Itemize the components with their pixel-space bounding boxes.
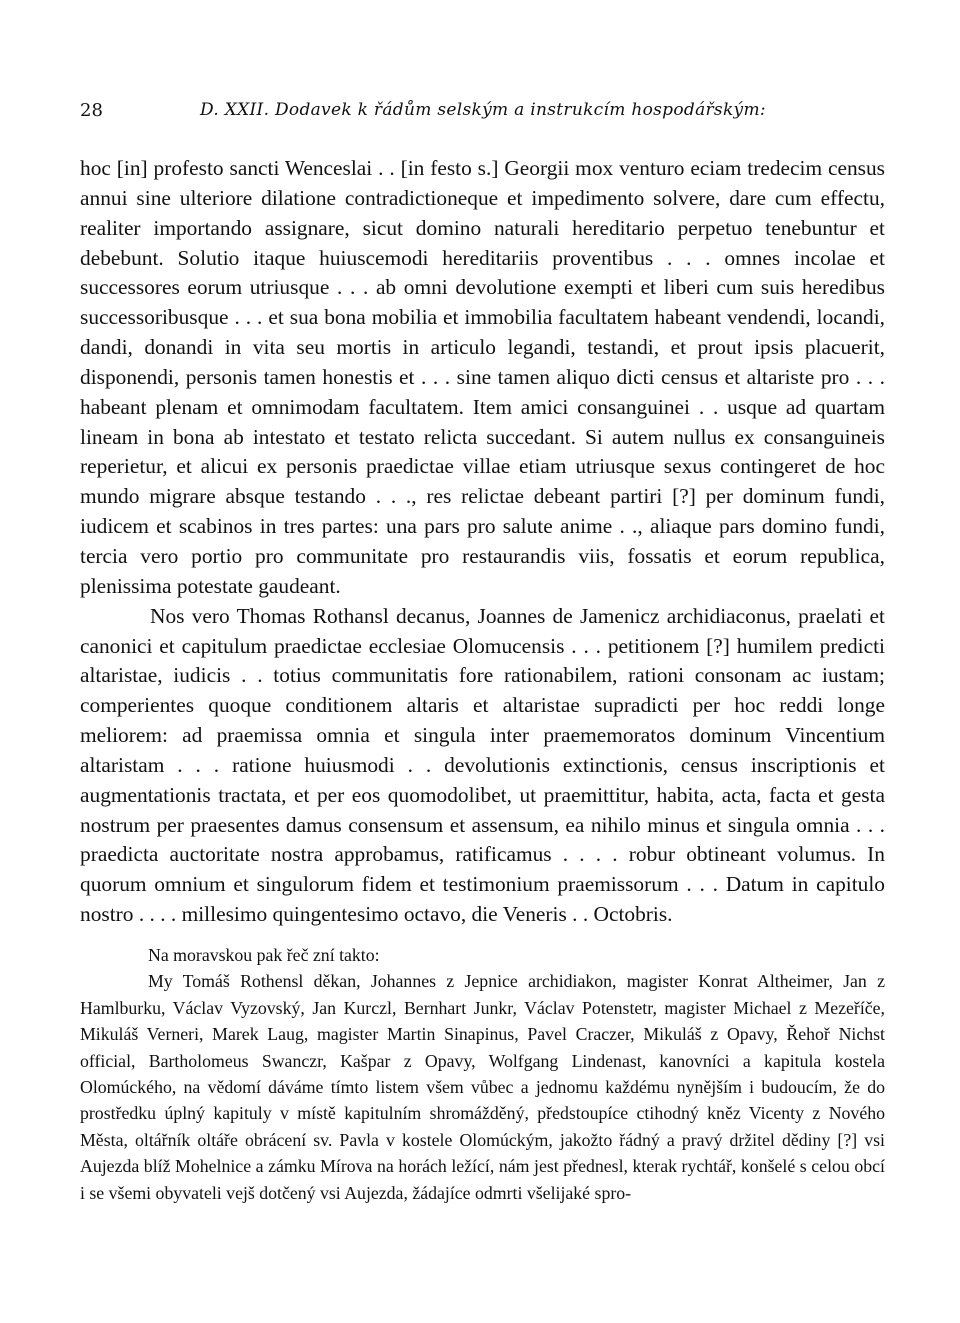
running-title: D. XXII. Dodavek k řádům selským a instrukcím hospodářským: [200,100,766,120]
running-header [80,100,885,130]
latin-paragraph: Nos vero Thomas Rothansl decanus, Joannes de Jamenicz archidiaconus, praelati et canonici et capitulum praedictae ecclesiae Olomucensis . . . petitionem [?] humilem predicti altaristae, iudicis . . totius communitatis fore rationabilem, rationi consonam ac iustam; comperientes quoque conditionem altaris et altaristae supradicti per hoc reddi longe meliorem: ad praemissa omnia et singula inter praememoratos dominum Vincentium altaristam . . . ratione huiusmodi . . devolutionis extinctionis, census inscriptionis et augmentationis tractata, et per eos quomodolibet, ut praemittitur, habita, acta, facta et gesta nostrum per praesentes damus consensum et assensum, ea nihilo minus et singula omnia . . . praedicta auctoritate nostra approbamus, ratificamus . . . . robur obtineant volumus. In quorum omnium et singulorum fidem et testimonium praemissorum . . . Datum in capitulo nostro . . . . millesimo quingentesimo octavo, die Veneris . . Octobris. [80,603,885,927]
document-page [80,100,885,1206]
page-number: 28 [80,100,103,121]
czech-text-section [80,942,885,1206]
czech-intro-line: Na moravskou pak řeč zní takto: [148,944,380,965]
latin-text-section [80,154,885,930]
latin-paragraph: hoc [in] profesto sancti Wenceslai . . [in festo s.] Georgii mox venturo eciam tredecim census annui sine ulteriore dilatione contradictioneque et impedimento solvere, dare cum effectu, realiter importando assignare, sicut domino naturali hereditario perpetuo tenebuntur et debebunt. Solutio itaque huiuscemodi hereditariis proventibus . . . omnes incolae et successores eorum utriusque . . . ab omni devolutione exempti et liberi cum suis heredibus successoribusque . . . et sua bona mobilia et immobilia facultatem habeant vendendi, locandi, dandi, donandi in vita seu mortis in articulo legandi, testandi, et prout ipsis placuerit, disponendi, personis tamen honestis et . . . sine tamen aliquo dicti census et altariste pro . . . habeant plenam et omnimodam facultatem. Item amici consanguinei . . usque ad quartam lineam in bona ab intestato et testato relicta succedant. Si autem nullus ex consanguineis reperietur, et alicui ex personis praedictae villae etiam utriusque sexus contingeret de hoc mundo migrare absque testando . . ., res relictae debeant partiri [?] per dominum fundi, iudicem et scabinos in tres partes: una pars pro salute anime . ., aliaque pars domino fundi, tercia vero portio pro communitate pro restaurandis viis, fossatis et eorum republica, plenissima potestate gaudeant. [80,156,885,598]
czech-paragraph: My Tomáš Rothensl děkan, Johannes z Jepnice archidiakon, magister Konrat Altheimer, Jan z Hamlburku, Václav Vyzovský, Jan Kurczl, Bernhart Junkr, Václav Potenstetr, magister Michael z Mezeříče, Mikuláš Verneri, Marek Laug, magister Martin Sinapinus, Pavel Craczer, Mikuláš z Opavy, Řehoř Nichst official, Bartholomeus Swanczr, Kašpar z Opavy, Wolfgang Lindenast, kanovníci a kapitula kostela Olomúckého, na vědomí dáváme tímto listem všem vůbec a jednomu každému nynějším i budoucím, že do prostředku úplný kapituly v místě kapitulním shromážděný, předstoupíce ctihodný kněz Vicenty z Nového Města, oltářník oltáře obrácení sv. Pavla v kostele Olomúckým, jakožto řádný a pravý držitel dědiny [?] vsi Aujezda blíž Mohelnice a zámku Mírova na horách ležící, nám jest přednesl, kterak rychtář, konšelé s celou obcí i se všemi obyvateli vejš dotčený vsi Aujezda, žádajíce odmrti všelijaké spro- [80,971,885,1203]
